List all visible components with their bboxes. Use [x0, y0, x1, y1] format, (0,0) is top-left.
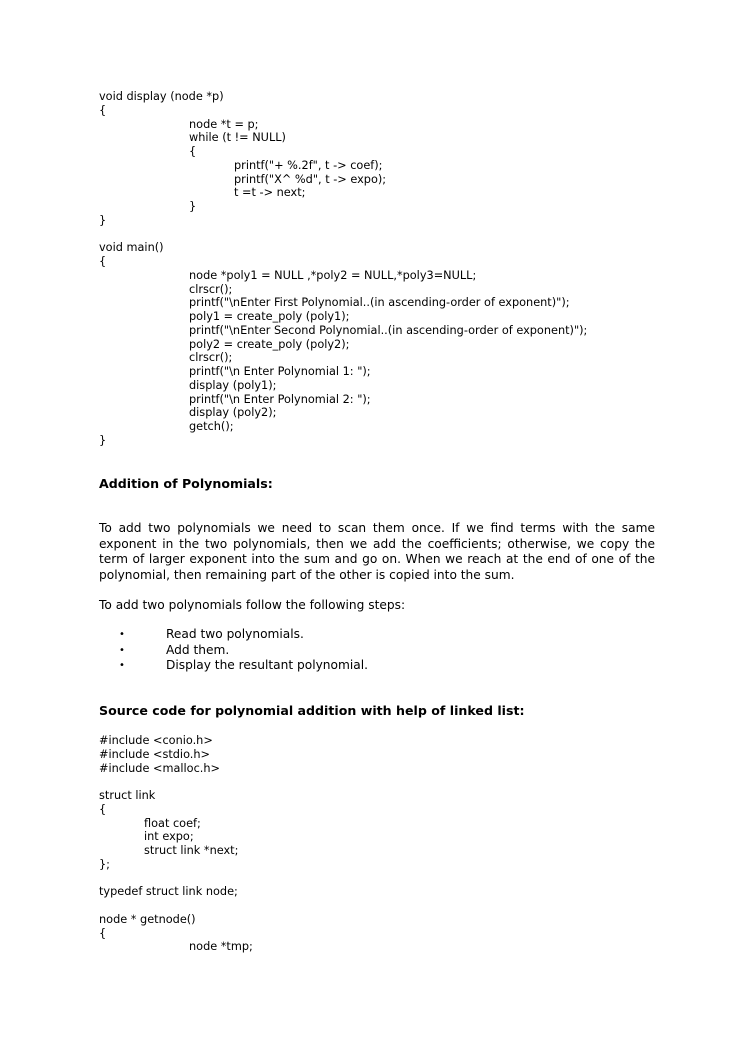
- list-item-text: Add them.: [166, 642, 230, 657]
- code-line: poly1 = create_poly (poly1);: [189, 310, 350, 323]
- code-line: while (t != NULL): [189, 131, 286, 145]
- code-line: node *tmp;: [189, 940, 253, 954]
- code-line: t =t -> next;: [234, 186, 306, 200]
- code-line: {: [99, 255, 107, 268]
- code-line: node * getnode(): [99, 912, 196, 926]
- code-line: node *poly1 = NULL ,*poly2 = NULL,*poly3=NULL;: [189, 268, 477, 282]
- code-line: {: [189, 145, 197, 158]
- code-line: #include <conio.h>: [99, 734, 213, 747]
- code-line: {: [99, 802, 107, 816]
- code-line: getch();: [189, 420, 234, 433]
- code-line: printf("+ %.2f", t -> coef);: [234, 158, 383, 172]
- bullet-icon: •: [119, 644, 125, 656]
- code-line: printf("\n Enter Polynomial 2: ");: [189, 392, 371, 406]
- list-item: [99, 643, 599, 659]
- code-line: void display (node *p): [99, 90, 224, 103]
- code-line: printf("\nEnter First Polynomial..(in ascending-order of exponent)");: [189, 296, 570, 310]
- paragraph-intro: To add two polynomials we need to scan them once. If we find terms with the same exponent in the two polynomials, then we add the coefficients; otherwise, we copy the term of larger exponent into the sum and go on. When we reach at the end of one of the polynomial, then remaining part of the other is copied into the sum.: [99, 521, 655, 582]
- code-line: }: [99, 433, 107, 447]
- code-line: printf("X^ %d", t -> expo);: [234, 172, 387, 186]
- code-line: struct link *next;: [144, 844, 239, 857]
- code-line: #include <stdio.h>: [99, 747, 211, 761]
- code-line: {: [99, 103, 107, 117]
- paragraph-steps-intro: To add two polynomials follow the following steps:: [99, 598, 406, 612]
- bullet-icon: •: [119, 629, 125, 640]
- code-line: display (poly2);: [189, 406, 277, 420]
- code-line: printf("\nEnter Second Polynomial..(in ascending-order of exponent)");: [189, 323, 588, 337]
- code-line: node *t = p;: [189, 117, 259, 131]
- list-item: [99, 627, 599, 643]
- code-line: struct link: [99, 789, 156, 802]
- code-line: typedef struct link node;: [99, 885, 238, 899]
- code-line: void main(): [99, 241, 164, 255]
- code-line: float coef;: [144, 816, 201, 830]
- list-item: [99, 658, 599, 674]
- code-line: display (poly1);: [189, 378, 277, 392]
- code-line: clrscr();: [189, 282, 233, 296]
- bullet-icon: •: [119, 660, 125, 671]
- code-line: clrscr();: [189, 351, 233, 365]
- code-line: poly2 = create_poly (poly2);: [189, 337, 350, 351]
- steps-list: [99, 627, 599, 674]
- list-item-text: Read two polynomials.: [166, 627, 304, 641]
- code-line: int expo;: [144, 830, 194, 844]
- code-line: printf("\n Enter Polynomial 1: ");: [189, 365, 371, 378]
- list-item-text: Display the resultant polynomial.: [166, 658, 368, 672]
- code-line: }: [189, 200, 197, 213]
- code-line: }: [99, 213, 107, 227]
- source-code-heading: Source code for polynomial addition with help of linked list:: [99, 703, 525, 718]
- code-line: {: [99, 926, 107, 940]
- code-line: #include <malloc.h>: [99, 761, 220, 775]
- code-line: };: [99, 857, 110, 871]
- section-heading: Addition of Polynomials:: [99, 476, 273, 491]
